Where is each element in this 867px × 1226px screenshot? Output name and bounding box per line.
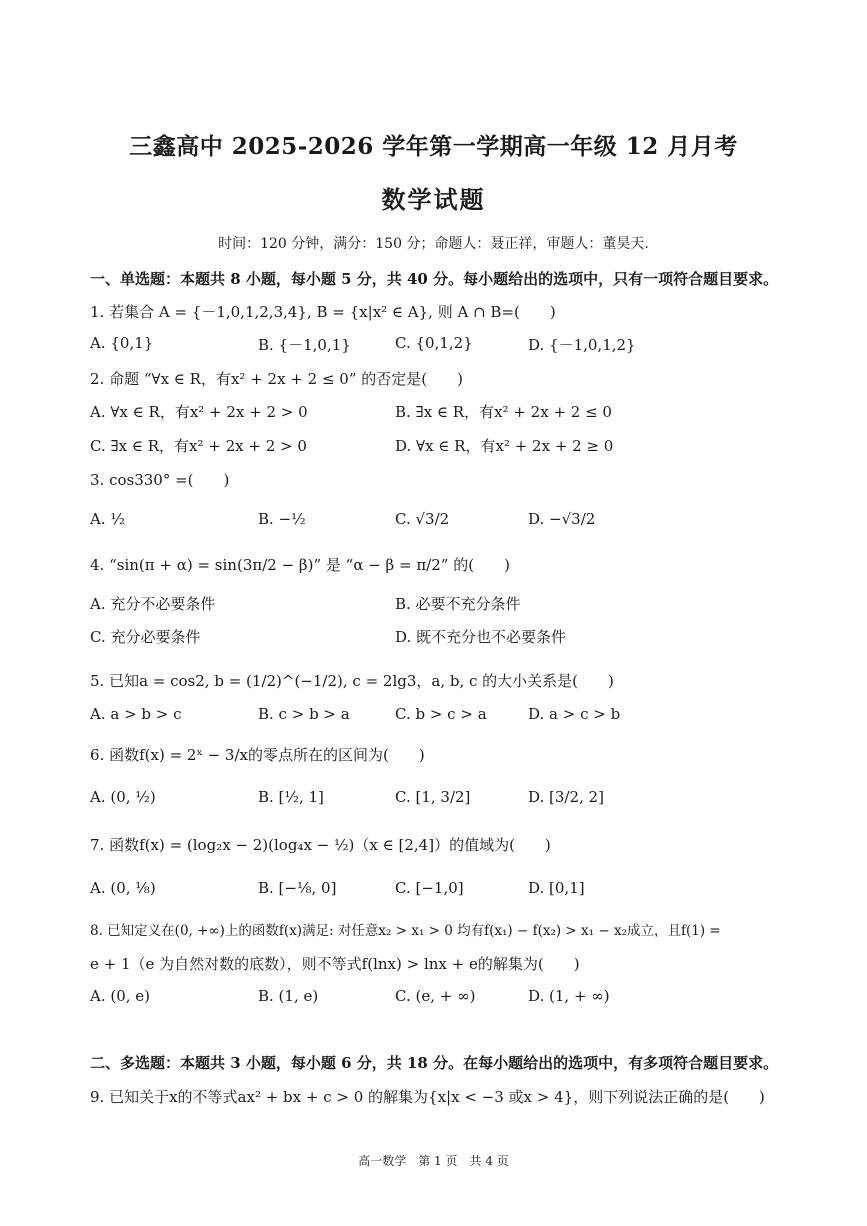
q4-stem: 4. “sin(π + α) = sin(3π/2 − β)” 是 “α − β = π/2” 的( )	[90, 556, 510, 574]
q6-stem: 6. 函数f(x) = 2ˣ − 3/x的零点所在的区间为( )	[90, 746, 425, 764]
q8-option-d: D. (1, + ∞)	[528, 987, 610, 1005]
q2-option-c: C. ∃x ∈ R，有x² + 2x + 2 > 0	[90, 437, 307, 455]
q1-option-b: B. {－1,0,1}	[258, 336, 351, 354]
q1-option-c: C. {0,1,2}	[395, 334, 473, 352]
q2-stem: 2. 命题 “∀x ∈ R，有x² + 2x + 2 ≤ 0” 的否定是( )	[90, 370, 463, 388]
q3-option-c: C. √3/2	[395, 510, 450, 528]
q1-stem: 1. 若集合 A = {－1,0,1,2,3,4}, B = {x|x² ∈ A}, 则 A ∩ B=( )	[90, 303, 556, 321]
q7-option-c: C. [−1,0]	[395, 879, 464, 897]
q7-option-d: D. [0,1]	[528, 879, 585, 897]
section2-heading: 二、多选题：本题共 3 小题，每小题 6 分，共 18 分。在每小题给出的选项中，有多项符合题目要求。	[90, 1054, 779, 1072]
q2-option-a: A. ∀x ∈ R，有x² + 2x + 2 > 0	[90, 403, 308, 421]
exam-meta: 时间：120 分钟，满分：150 分；命题人：聂正祥，审题人：董昊天.	[218, 236, 649, 252]
q7-option-b: B. [−⅛, 0]	[258, 879, 337, 897]
page-footer: 高一数学 第 1 页 共 4 页	[358, 1154, 509, 1168]
exam-title: 三鑫高中 2025-2026 学年第一学期高一年级 12 月月考	[129, 133, 738, 160]
q9-stem: 9. 已知关于x的不等式ax² + bx + c > 0 的解集为{x|x < −3 或x > 4}，则下列说法正确的是( )	[90, 1088, 765, 1106]
q5-option-b: B. c > b > a	[258, 705, 350, 723]
q3-option-a: A. ½	[90, 510, 125, 528]
q7-option-a: A. (0, ⅛)	[90, 879, 156, 897]
exam-subtitle: 数学试题	[381, 185, 486, 214]
q3-option-d: D. −√3/2	[528, 510, 596, 528]
q1-option-d: D. {－1,0,1,2}	[528, 336, 636, 354]
q6-option-b: B. [½, 1]	[258, 788, 324, 806]
q5-option-c: C. b > c > a	[395, 705, 487, 723]
q7-stem: 7. 函数f(x) = (log₂x − 2)(log₄x − ½)（x ∈ [2,4]）的值域为( )	[90, 836, 551, 854]
q6-option-d: D. [3/2, 2]	[528, 788, 604, 806]
q4-option-b: B. 必要不充分条件	[395, 595, 521, 613]
q5-option-d: D. a > c > b	[528, 705, 621, 723]
section1-heading: 一、单选题：本题共 8 小题，每小题 5 分，共 40 分。每小题给出的选项中，只有一项符合题目要求。	[90, 270, 779, 288]
q4-option-c: C. 充分必要条件	[90, 628, 201, 646]
q8-option-a: A. (0, e)	[90, 987, 151, 1005]
q8-stem-line2: e + 1（e 为自然对数的底数），则不等式f(lnx) > lnx + e的解集为( )	[90, 955, 580, 973]
q4-option-d: D. 既不充分也不必要条件	[395, 628, 567, 646]
q2-option-d: D. ∀x ∈ R，有x² + 2x + 2 ≥ 0	[395, 437, 614, 455]
q6-option-c: C. [1, 3/2]	[395, 788, 471, 806]
q3-stem: 3. cos330° =( )	[90, 471, 230, 489]
q8-option-c: C. (e, + ∞)	[395, 987, 476, 1005]
q5-stem: 5. 已知a = cos2, b = (1/2)^(−1/2), c = 2lg3，a, b, c 的大小关系是( )	[90, 672, 614, 690]
q6-option-a: A. (0, ½)	[90, 788, 156, 806]
q1-option-a: A. {0,1}	[90, 334, 154, 352]
q2-option-b: B. ∃x ∈ R，有x² + 2x + 2 ≤ 0	[395, 403, 612, 421]
q3-option-b: B. −½	[258, 510, 306, 528]
q4-option-a: A. 充分不必要条件	[90, 595, 216, 613]
q8-option-b: B. (1, e)	[258, 987, 319, 1005]
q5-option-a: A. a > b > c	[90, 705, 182, 723]
q8-stem-line1: 8. 已知定义在(0, +∞)上的函数f(x)满足: 对任意x₂ > x₁ > 0 均有f(x₁) − f(x₂) > x₁ − x₂成立，且f(1) =	[90, 923, 721, 939]
